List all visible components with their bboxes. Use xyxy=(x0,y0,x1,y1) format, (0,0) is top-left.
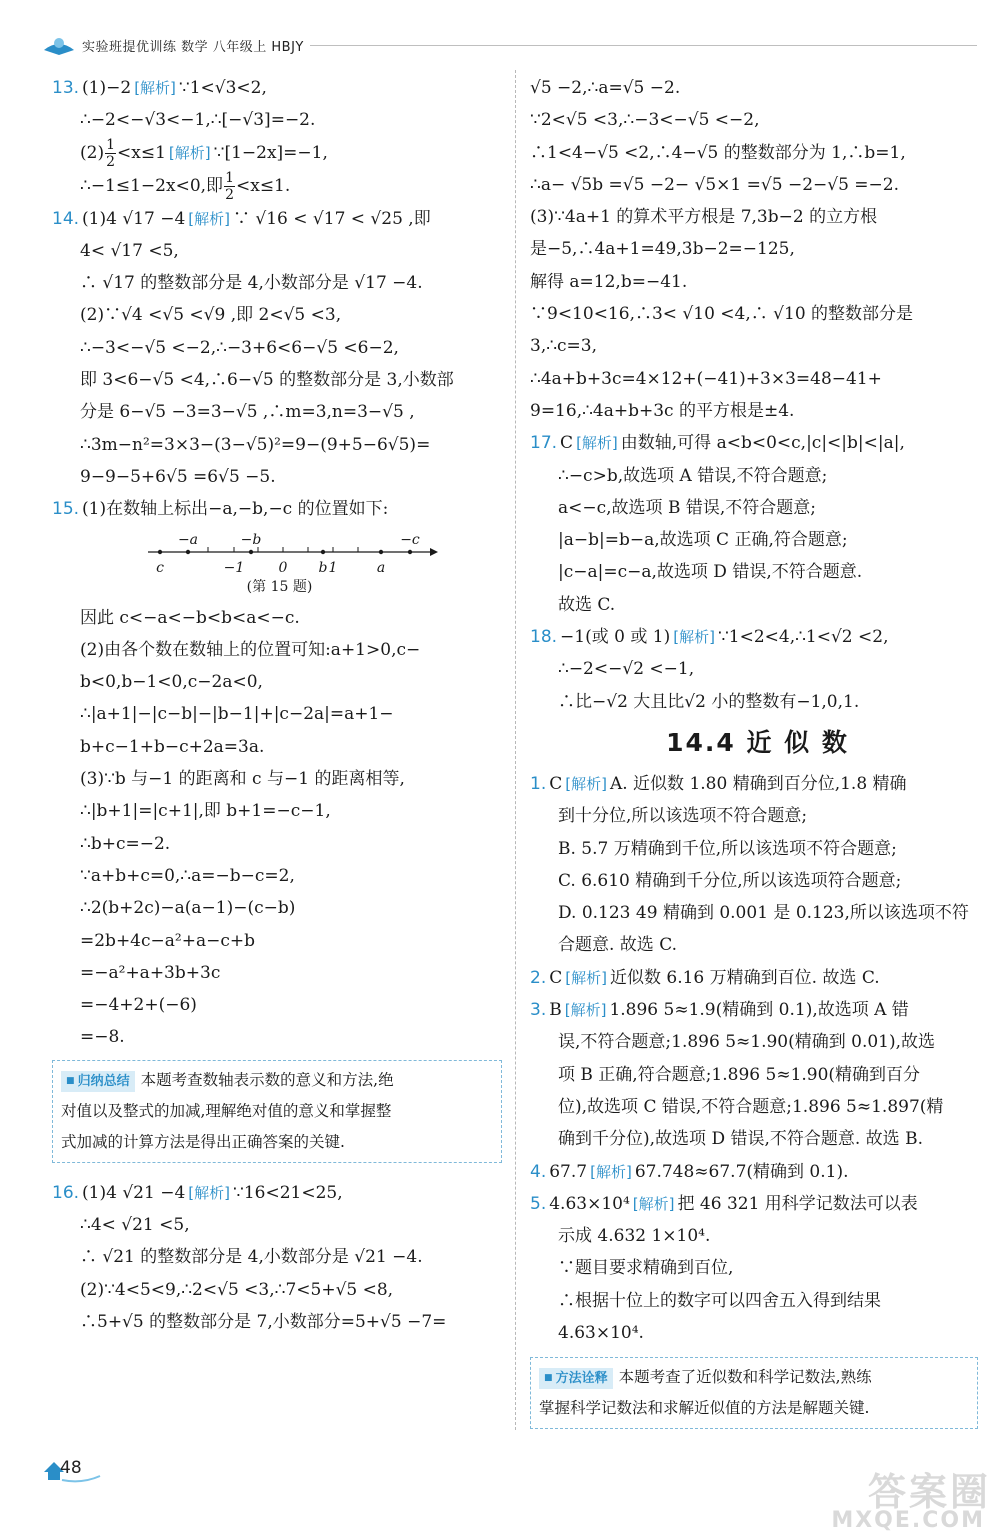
answer-line xyxy=(530,897,985,929)
left-answers-a xyxy=(52,72,507,526)
column-divider xyxy=(515,70,516,1430)
answer-line xyxy=(52,332,507,364)
answer-line xyxy=(530,621,985,653)
answer-text: (2)∵4<5<9,∴2<√5 <3,∴7<5+√5 <8, xyxy=(80,1279,394,1300)
answer-text: 即 3<6−√5 <4,∴6−√5 的整数部分是 3,小数部 xyxy=(80,370,454,391)
answer-text: ∴4a+b+3c=4×12+(−41)+3×3=48−41+ xyxy=(530,368,882,389)
answer-line xyxy=(530,962,985,994)
question-number: 13. xyxy=(52,78,80,98)
watermark-url: MXQE.COM xyxy=(831,1508,985,1533)
answer-text: 因此 c<−a<−b<b<a<−c. xyxy=(80,607,300,628)
answer-line xyxy=(52,957,507,989)
answer-line xyxy=(52,892,507,924)
answer-text: 3,∴c=3, xyxy=(530,336,598,357)
answer-text: (2)∵√4 <√5 <√9 ,即 2<√5 <3, xyxy=(80,305,342,326)
answer-line xyxy=(530,460,985,492)
answer-text: a<−c,故选项 B 错误,不符合题意; xyxy=(558,497,816,518)
answer-text: 示成 4.632 1×10⁴. xyxy=(558,1226,711,1247)
answer-text: ∴5+√5 的整数部分是 7,小数部分=5+√5 −7= xyxy=(80,1311,447,1332)
answer-line xyxy=(52,299,507,331)
answer-line xyxy=(52,461,507,493)
answer-line xyxy=(52,170,507,203)
answer-line xyxy=(530,1026,985,1058)
answer-line xyxy=(530,266,985,298)
answer-line xyxy=(52,396,507,428)
answer-line xyxy=(52,1177,507,1209)
answer-text: ∵题目要求精确到百位, xyxy=(558,1258,734,1279)
answer-text: (1)4 √17 −4 xyxy=(82,208,186,229)
answer-line xyxy=(530,395,985,427)
answer-text: 4< √17 <5, xyxy=(80,240,179,261)
analysis-tag: [解析] xyxy=(632,1194,675,1213)
analysis-text: 67.748≈67.7(精确到 0.1). xyxy=(634,1161,849,1182)
answer-text: 项 B 正确,符合题意;1.896 5≈1.90(精确到百分 xyxy=(558,1064,921,1085)
answer-text: 解得 a=12,b=−41. xyxy=(530,271,688,292)
answer-line xyxy=(52,1209,507,1241)
summary-box xyxy=(52,1060,502,1163)
answer-text: ∴根据十位上的数字可以四舍五入得到结果 xyxy=(558,1290,881,1311)
answer-text: ∴3m−n²=3×3−(3−√5)²=9−(9+5−6√5)= xyxy=(80,434,431,455)
answer-line xyxy=(530,800,985,832)
analysis-tag: [解析] xyxy=(590,1162,632,1181)
answer-line xyxy=(52,72,507,104)
answer-text: (2)由各个数在数轴上的位置可知:a+1>0,c− xyxy=(80,639,421,660)
summary-line-2: 对值以及整式的加减,理解绝对值的意义和掌握整 xyxy=(61,1101,392,1120)
answer-text: 是−5,∴4a+1=49,3b−2=−125, xyxy=(530,239,795,260)
answer-line xyxy=(52,698,507,730)
method-tag: ■ 方法诠释 xyxy=(539,1368,613,1389)
method-box xyxy=(530,1357,978,1429)
fraction-numerator: 1 xyxy=(225,169,234,186)
answer-text: =2b+4c−a²+a−c+b xyxy=(80,930,255,951)
answer-line xyxy=(52,925,507,957)
answer-text: =−4+2+(−6) xyxy=(80,995,197,1016)
analysis-text: 把 46 321 用科学记数法可以表 xyxy=(677,1193,918,1214)
answer-line xyxy=(530,363,985,395)
answer-text: ∴−3<−√5 <−2,∴−3+6<6−√5 <6−2, xyxy=(80,337,399,358)
answer-line xyxy=(530,768,985,800)
fraction-denominator: 2 xyxy=(106,153,116,170)
answer-text: ∴4< √21 <5, xyxy=(80,1215,190,1236)
answer-line xyxy=(52,989,507,1021)
analysis-text: 近似数 6.16 万精确到百位. 故选 C. xyxy=(609,967,880,988)
answer-line xyxy=(530,1188,985,1220)
analysis-tag: [解析] xyxy=(576,434,618,453)
left-column xyxy=(52,72,507,1338)
method-line-2: 掌握科学记数法和求解近似值的方法是解题关键. xyxy=(539,1399,870,1418)
answer-line xyxy=(530,653,985,685)
section-title: 14.4 近 似 数 xyxy=(666,727,849,757)
answer-text: ∵9<10<16,∴3< √10 <4,∴ √10 的整数部分是 xyxy=(530,304,914,325)
summary-line-1: 本题考查数轴表示数的意义和方法,绝 xyxy=(140,1070,394,1089)
answer-line xyxy=(530,994,985,1026)
answer-text: 67.7 xyxy=(549,1161,588,1182)
answer-text: (1)−2 xyxy=(82,78,132,98)
header-title: 实验班提优训练 数学 八年级上 HBJY xyxy=(82,40,304,55)
analysis-text: ∵ √16 < √17 < √25 ,即 xyxy=(233,208,431,229)
answer-line xyxy=(52,731,507,763)
answer-line xyxy=(530,298,985,330)
number-line-label-above: −b xyxy=(240,531,262,548)
number-line-label-below: a xyxy=(376,559,386,576)
fraction xyxy=(224,170,235,203)
analysis-tag: [解析] xyxy=(565,968,607,987)
analysis-text: 1.896 5≈1.9(精确到 0.1),故选项 A 错 xyxy=(609,1000,909,1021)
answer-line xyxy=(52,1021,507,1053)
answer-text: C xyxy=(560,433,574,454)
answer-text: 合题意. 故选 C. xyxy=(558,935,678,956)
answer-line xyxy=(52,235,507,267)
answer-text: 4.63×10⁴ xyxy=(549,1193,630,1214)
answer-text: =−8. xyxy=(80,1027,125,1048)
answer-text: B xyxy=(549,1000,562,1021)
answer-text: ∴2(b+2c)−a(a−1)−(c−b) xyxy=(80,898,296,919)
answer-text: 分是 6−√5 −3=3−√5 ,∴m=3,n=3−√5 , xyxy=(80,402,415,423)
answer-line xyxy=(530,1317,985,1349)
answer-line xyxy=(52,1306,507,1338)
answer-text: ∴比−√2 大且比√2 小的整数有−1,0,1. xyxy=(558,691,860,712)
answer-text: (1)在数轴上标出−a,−b,−c 的位置如下: xyxy=(82,499,389,520)
answer-line xyxy=(530,589,985,621)
right-answers-a xyxy=(530,72,985,718)
answer-text: 9−9−5+6√5 =6√5 −5. xyxy=(80,466,276,487)
answer-line xyxy=(52,429,507,461)
answer-text: ∴−1≤1−2x<0,即 xyxy=(80,175,224,196)
answer-line xyxy=(52,137,507,170)
left-answers-c xyxy=(52,1177,507,1338)
analysis-tag: [解析] xyxy=(188,1183,230,1202)
number-line-label-below: 1 xyxy=(328,559,338,576)
answer-line xyxy=(52,364,507,396)
analysis-text: ∵[1−2x]=−1, xyxy=(213,142,328,163)
question-number: 15. xyxy=(52,499,80,520)
answer-text: =−a²+a+3b+3c xyxy=(80,962,221,983)
question-number: 4. xyxy=(530,1161,547,1182)
number-line-label-below: 0 xyxy=(278,559,288,576)
answer-line xyxy=(52,602,507,634)
analysis-tag: [解析] xyxy=(565,774,607,793)
answer-text: ∴−2<−√2 <−1, xyxy=(558,659,695,680)
answer-line xyxy=(530,1059,985,1091)
answer-line xyxy=(52,860,507,892)
answer-text: C xyxy=(549,967,563,988)
answer-text: ∴−c>b,故选项 A 错误,不符合题意; xyxy=(558,465,828,486)
answer-text: ∴ √21 的整数部分是 4,小数部分是 √21 −4. xyxy=(80,1247,423,1268)
watermark-logo: 答案圈 xyxy=(867,1470,991,1514)
answer-text: 位),故选项 C 错误,不符合题意;1.896 5≈1.897(精 xyxy=(558,1096,944,1117)
answer-line xyxy=(530,833,985,865)
answer-text: b<0,b−1<0,c−2a<0, xyxy=(80,672,263,693)
answer-text: ∴b+c=−2. xyxy=(80,833,171,854)
analysis-tag: [解析] xyxy=(564,1001,607,1020)
number-line-label-below: −1 xyxy=(223,559,245,576)
answer-text: ∴ √17 的整数部分是 4,小数部分是 √17 −4. xyxy=(80,273,423,294)
number-line-label-above: −c xyxy=(400,531,420,548)
answer-line xyxy=(530,233,985,265)
answer-line xyxy=(530,1123,985,1155)
answer-line xyxy=(52,795,507,827)
answer-text: ∴|b+1|=|c+1|,即 b+1=−c−1, xyxy=(80,801,331,822)
answer-text: |a−b|=b−a,故选项 C 正确,符合题意; xyxy=(558,530,848,551)
summary-line-3: 式加减的计算方法是得出正确答案的关键. xyxy=(61,1132,345,1151)
answer-line xyxy=(530,104,985,136)
answer-text: (2) xyxy=(80,142,105,163)
analysis-text: ∵16<21<25, xyxy=(233,1182,343,1203)
page-number: 48 xyxy=(60,1458,82,1478)
method-line-1: 本题考查了近似数和科学记数法,熟练 xyxy=(618,1368,872,1387)
answer-line xyxy=(530,72,985,104)
answer-text: −1(或 0 或 1) xyxy=(560,627,671,648)
answer-text: C. 6.610 精确到千分位,所以该选项符合题意; xyxy=(558,870,902,891)
analysis-tag: [解析] xyxy=(134,79,176,97)
analysis-tag: [解析] xyxy=(673,628,715,647)
number-line-figure xyxy=(148,530,438,580)
header-rule xyxy=(310,45,977,46)
answer-line xyxy=(530,524,985,556)
question-number: 2. xyxy=(530,967,547,988)
answer-text: ∵2<√5 <3,∴−3<−√5 <−2, xyxy=(530,110,760,131)
answer-line xyxy=(530,556,985,588)
answer-line xyxy=(52,763,507,795)
question-number: 16. xyxy=(52,1182,80,1203)
number-line-label-below: c xyxy=(156,559,164,576)
fraction xyxy=(105,137,116,170)
page-footer xyxy=(42,1458,102,1488)
answer-line xyxy=(530,1285,985,1317)
analysis-text: ∵1<2<4,∴1<√2 <2, xyxy=(717,627,889,648)
answer-text: ∴1<4−√5 <2,∴4−√5 的整数部分为 1,∴b=1, xyxy=(530,142,906,163)
answer-line xyxy=(52,104,507,136)
fraction-numerator: 1 xyxy=(106,136,116,153)
question-number: 17. xyxy=(530,433,558,454)
answer-line xyxy=(52,1274,507,1306)
answer-text: (3)∵4a+1 的算术平方根是 7,3b−2 的立方根 xyxy=(530,207,878,228)
answer-line xyxy=(530,1091,985,1123)
answer-text: b+c−1+b−c+2a=3a. xyxy=(80,736,265,757)
answer-line xyxy=(52,1241,507,1273)
answer-line xyxy=(52,634,507,666)
answer-text-cont: <x≤1. xyxy=(235,175,291,196)
answer-text: C xyxy=(549,773,563,794)
answer-text: ∴a− √5b =√5 −2− √5×1 =√5 −2−√5 =−2. xyxy=(530,174,900,195)
answer-line xyxy=(530,1252,985,1284)
question-number: 1. xyxy=(530,773,547,794)
answer-line xyxy=(530,865,985,897)
answer-line xyxy=(530,686,985,718)
number-line-label-above: −a xyxy=(177,531,199,548)
answer-text: 误,不符合题意;1.896 5≈1.90(精确到 0.01),故选 xyxy=(558,1032,936,1053)
left-answers-b xyxy=(52,602,507,1054)
analysis-text: ∵1<√3<2, xyxy=(178,78,267,98)
summary-tag: ■ 归纳总结 xyxy=(61,1071,135,1092)
answer-line xyxy=(52,203,507,235)
figure-caption: (第 15 题) xyxy=(246,578,313,595)
number-line-label-below: b xyxy=(318,559,328,576)
answer-text: (1)4 √21 −4 xyxy=(82,1182,186,1203)
analysis-tag: [解析] xyxy=(168,143,211,162)
answer-line xyxy=(530,330,985,362)
answer-text: |c−a|=c−a,故选项 D 错误,不符合题意. xyxy=(558,562,863,583)
answer-line xyxy=(530,201,985,233)
answer-text: (3)∵b 与−1 的距离和 c 与−1 的距离相等, xyxy=(80,769,405,790)
answer-text: ∴−2<−√3<−1,∴[−√3]=−2. xyxy=(80,110,316,131)
answer-text: B. 5.7 万精确到千位,所以该选项不符合题意; xyxy=(558,838,897,859)
answer-line xyxy=(530,492,985,524)
right-answers-b xyxy=(530,768,985,1349)
answer-line xyxy=(530,137,985,169)
page-header xyxy=(42,34,977,56)
answer-text: 故选 C. xyxy=(558,594,616,615)
answer-line xyxy=(530,427,985,459)
fraction-denominator: 2 xyxy=(225,186,234,203)
right-column xyxy=(530,72,985,1443)
answer-text: 4.63×10⁴. xyxy=(558,1322,644,1343)
question-number: 18. xyxy=(530,627,558,648)
analysis-text: A. 近似数 1.80 精确到百分位,1.8 精确 xyxy=(609,773,907,794)
answer-text: ∴|a+1|−|c−b|−|b−1|+|c−2a|=a+1− xyxy=(80,704,394,725)
question-number: 3. xyxy=(530,1000,547,1021)
question-number: 14. xyxy=(52,208,80,229)
question-number: 5. xyxy=(530,1193,547,1214)
answer-text: D. 0.123 49 精确到 0.001 是 0.123,所以该选项不符 xyxy=(558,903,969,924)
answer-text: 到十分位,所以该选项不符合题意; xyxy=(558,806,808,827)
answer-line xyxy=(530,169,985,201)
answer-line xyxy=(52,267,507,299)
analysis-tag: [解析] xyxy=(188,209,230,228)
answer-line xyxy=(52,493,507,525)
answer-line xyxy=(530,1156,985,1188)
answer-line xyxy=(52,828,507,860)
answer-text: 确到千分位),故选项 D 错误,不符合题意. 故选 B. xyxy=(558,1129,923,1150)
analysis-text: 由数轴,可得 a<b<0<c,|c|<|b|<|a|, xyxy=(620,433,905,454)
answer-text: 9=16,∴4a+b+3c 的平方根是±4. xyxy=(530,400,795,421)
answer-text: √5 −2,∴a=√5 −2. xyxy=(530,78,681,98)
book-logo-icon xyxy=(42,34,76,56)
answer-line xyxy=(530,1220,985,1252)
answer-text: ∵a+b+c=0,∴a=−b−c=2, xyxy=(80,865,295,886)
answer-text-cont: <x≤1 xyxy=(117,142,166,163)
answer-line xyxy=(530,929,985,961)
answer-line xyxy=(52,666,507,698)
